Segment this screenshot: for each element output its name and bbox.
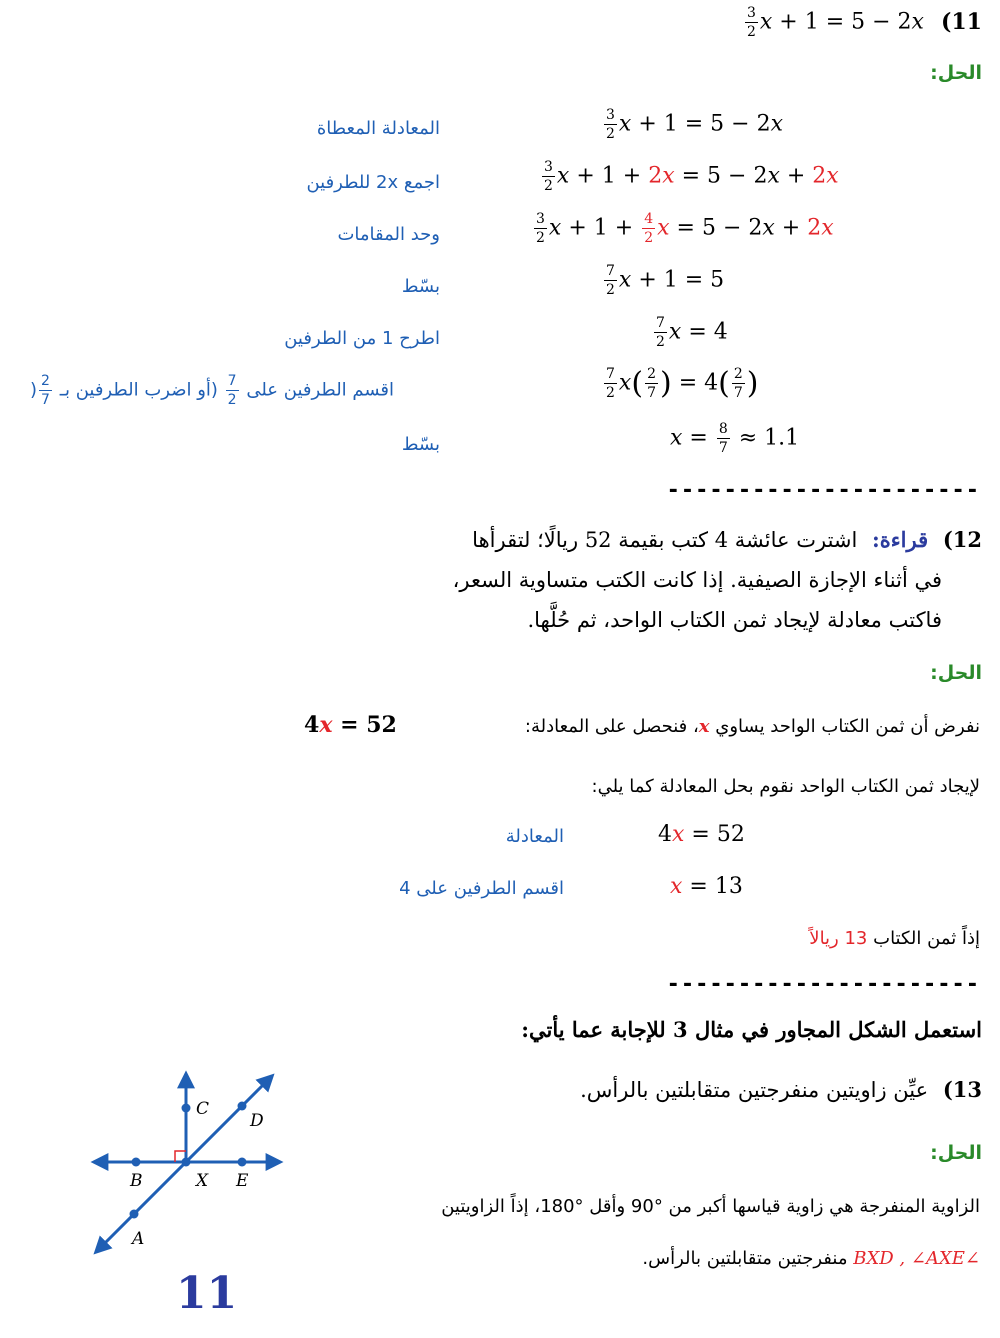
p13-line1: الزاوية المنفرجة هي زاوية قياسها أكبر من °90 وأقل °180، إذاً الزاويتين xyxy=(441,1196,980,1217)
separator-2: ---------------------- xyxy=(666,972,980,997)
separator-1: ---------------------- xyxy=(666,478,980,503)
page-number: 11 xyxy=(176,1268,238,1319)
p12-number: 12) xyxy=(942,527,982,552)
p13-line2 xyxy=(642,1248,980,1269)
p12-equation: 4x = 52 xyxy=(304,712,397,738)
p12-text-line1: اشترت عائشة 4 كتب بقيمة 52 ريالًا؛ لتقرأها xyxy=(472,528,858,552)
p12-step1-eq: 4x = 52 xyxy=(658,822,745,847)
p13-question-line xyxy=(580,1070,982,1110)
p11-step1-note: المعادلة المعطاة xyxy=(316,118,440,139)
p13-intro: استعمل الشكل المجاور في مثال 3 للإجابة عما يأتي: xyxy=(521,1017,982,1042)
p12-answer-a: إذاً ثمن الكتاب xyxy=(873,928,980,949)
p11-step5-note: اطرح 1 من الطرفين xyxy=(284,328,440,349)
p11-step7-eq: x = $\frac{8}{7}$ ≈ 1.1 xyxy=(670,421,800,456)
point-e-dot xyxy=(238,1158,247,1167)
p12-assume-b: ، فنحصل على المعادلة: xyxy=(524,716,699,737)
p12-problem xyxy=(422,520,982,640)
label-e: E xyxy=(236,1171,249,1191)
p12-text-line2: في أثناء الإجازة الصيفية. إذا كانت الكتب متساوية السعر، xyxy=(452,568,942,592)
point-a-dot xyxy=(130,1210,139,1219)
label-c: C xyxy=(196,1099,210,1119)
p12-heading: قراءة: xyxy=(872,527,929,552)
p12-solution-label: الحل: xyxy=(930,662,982,684)
angle-figure xyxy=(90,1068,290,1268)
p13-line2-rest: منفرجتين متقابلتين بالرأس. xyxy=(642,1248,848,1269)
p13-angles: ∠BXD , ∠AXE xyxy=(853,1248,980,1269)
p11-step1-eq: $\frac{3}{2}$ x + 1 = 5 − 2x xyxy=(606,107,784,142)
p12-variable-x: x xyxy=(698,716,710,737)
p11-step6-eq: $\frac{7}{2}$ x( $\frac{2}{7}$ ) = 4( $\frac{2}{7}$ ) xyxy=(606,366,759,401)
p12-step2-note: اقسم الطرفين على 4 xyxy=(399,878,564,899)
p12-assumption xyxy=(525,716,980,737)
p11-step5-eq: $\frac{7}{2}$ x = 4 xyxy=(656,315,728,350)
p12-answer xyxy=(809,928,980,949)
label-x: X xyxy=(196,1171,209,1191)
p11-step3-eq: $\frac{3}{2}$ x + 1 + $\frac{4}{2}$ x = 5 − 2x + 2x xyxy=(536,211,834,246)
p12-line1 xyxy=(422,520,982,560)
p13-question: عيِّن زاويتين منفرجتين متقابلتين بالرأس. xyxy=(580,1078,929,1102)
point-x-dot xyxy=(182,1158,191,1167)
point-b-dot xyxy=(132,1158,141,1167)
p12-text-line3: فاكتب معادلة لإيجاد ثمن الكتاب الواحد، ثم حُلَّها. xyxy=(527,608,942,632)
p11-step7-note: بسّط xyxy=(401,434,440,455)
p13-solution-label: الحل: xyxy=(930,1142,982,1164)
p11-step6-note-c: ) xyxy=(30,379,38,401)
p12-answer-b: 13 ريالاً xyxy=(809,928,868,949)
p11-step2-note: اجمع 2x للطرفين xyxy=(306,172,440,193)
p12-step1-note: المعادلة xyxy=(505,826,564,847)
p11-step2-eq: $\frac{3}{2}$ x + 1 + 2x = 5 − 2x + 2x xyxy=(544,159,839,194)
p11-step6-note: ) $\frac{2}{7}$ (أو اضرب الطرفين بـ $\frac{7}{2}$ اقسم الطرفين على xyxy=(30,373,395,408)
p11-step3-note: وحد المقامات xyxy=(337,224,440,245)
p11-step6-note-a: اقسم الطرفين على xyxy=(246,379,395,401)
p12-step2-eq: x = 13 xyxy=(670,874,743,899)
point-d-dot xyxy=(238,1102,247,1111)
p11-step4-eq: $\frac{7}{2}$ x + 1 = 5 xyxy=(606,263,725,298)
p12-assume-a: نفرض أن ثمن الكتاب الواحد يساوي xyxy=(715,716,980,737)
point-c-dot xyxy=(182,1104,191,1113)
p11-solution-label: الحل: xyxy=(930,62,982,84)
p13-number: 13) xyxy=(942,1077,982,1102)
p11-step6-note-b: (أو اضرب الطرفين بـ xyxy=(59,379,218,401)
p11-step4-note: بسّط xyxy=(401,276,440,297)
p12-to-find: لإيجاد ثمن الكتاب الواحد نقوم بحل المعادلة كما يلي: xyxy=(591,776,980,797)
p11-header-equation: $\frac{3}{2}$ x + 1 = 5 − 2x (11 xyxy=(746,5,982,40)
p11-number: (11 xyxy=(940,8,982,35)
label-a: A xyxy=(132,1229,145,1249)
label-d: D xyxy=(250,1111,264,1131)
label-b: B xyxy=(130,1171,143,1191)
